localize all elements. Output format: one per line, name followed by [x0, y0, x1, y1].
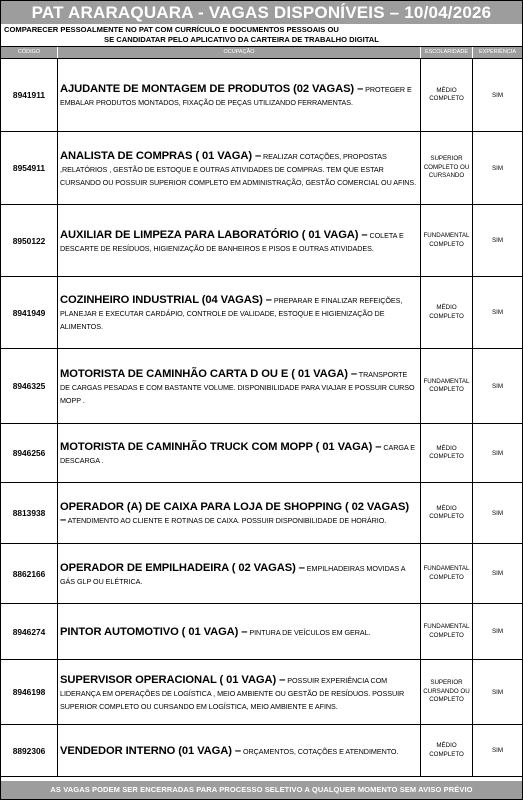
column-header-code: CÓDIGO: [1, 47, 58, 58]
table-row: [1, 660, 522, 725]
column-header-education: ESCOLARIDADE: [421, 47, 473, 58]
job-experience: SIM: [491, 91, 503, 99]
column-header-experience: EXPERIÊNCIA: [479, 49, 516, 55]
table-header: [1, 47, 522, 59]
job-title: PINTOR AUTOMOTIVO ( 01 VAGA) –: [60, 626, 248, 638]
job-details: EMPILHADEIRAS MOVIDAS A GÁS GLP OU ELÉTRICA.: [60, 563, 406, 586]
job-experience: SIM: [491, 449, 503, 457]
job-description-cell: [58, 725, 421, 776]
job-description-cell: [58, 483, 421, 543]
job-title: OPERADOR (A) DE CAIXA PARA LOJA DE SHOPPING ( 02 VAGAS) –: [60, 501, 410, 526]
job-education: SUPERIOR COMPLETO OU CURSANDO: [421, 132, 473, 204]
job-title: AUXILIAR DE LIMPEZA PARA LABORATÓRIO ( 01 VAGA) –: [60, 228, 368, 241]
job-code: 8946198: [1, 660, 58, 724]
table-row: [1, 132, 522, 205]
job-experience: SIM: [491, 747, 503, 754]
job-description-cell: [58, 277, 421, 348]
job-title: AJUDANTE DE MONTAGEM DE PRODUTOS (02 VAGAS) –: [60, 83, 364, 95]
notice-line-1: COMPARECER PESSOALMENTE NO PAT COM CURRÍCULO E DOCUMENTOS PESSOAIS OU: [4, 25, 339, 34]
job-education: FUNDAMENTAL COMPLETO: [421, 205, 473, 276]
job-description-cell: [58, 59, 421, 131]
job-details: ORÇAMENTOS, COTAÇÕES E ATENDIMENTO.: [241, 747, 399, 756]
job-details: REALIZAR COTAÇÕES, PROPOSTAS ,RELATÓRIOS , GESTÃO DE ESTOQUE E OUTRAS ATIVIDADES DE COMPRAS. TEM QUE ESTAR CURSANDO OU POSSUIR SUPERIOR COMPLETO EM ADMINISTRAÇÃO, GESTÃO COMERCIAL OU AFINS.: [60, 151, 417, 187]
job-education: FUNDAMENTAL COMPLETO: [421, 604, 473, 659]
job-code: 8946274: [1, 604, 58, 659]
table-row: [1, 277, 522, 349]
job-details: TRANSPORTE DE CARGAS PESADAS E COM BASTANTE VOLUME. DISPONIBILIDADE PARA VIAJAR E POSSUIR CURSO MOPP .: [60, 369, 415, 405]
job-details: PROTEGER E EMBALAR PRODUTOS MONTADOS, FIXAÇÃO DE PEÇAS UTILIZANDO FERRAMENTAS.: [60, 85, 412, 107]
job-code: 8946325: [1, 349, 58, 423]
job-code: 8954911: [1, 132, 58, 204]
job-education: MÉDIO COMPLETO: [421, 277, 473, 348]
job-title: OPERADOR DE EMPILHADEIRA ( 02 VAGAS) –: [60, 561, 305, 574]
table-row: [1, 604, 522, 660]
job-details: POSSUIR EXPERIÊNCIA COM LIDERANÇA EM OPERAÇÕES DE LOGÍSTICA , MEIO AMBIENTE OU GESTÃO DE RESÍDUOS. POSSUIR SUPERIOR COMPLETO OU CURSANDO EM LOGÍSTICA, MEIO AMBIENTE E AFINS.: [60, 675, 405, 711]
job-description-cell: [58, 205, 421, 276]
job-code: 8862166: [1, 544, 58, 603]
table-row: [1, 59, 522, 132]
job-education: MÉDIO COMPLETO: [421, 483, 473, 543]
job-code: 8941949: [1, 277, 58, 348]
job-description-cell: [58, 132, 421, 204]
job-experience: SIM: [491, 628, 503, 635]
table-row: [1, 205, 522, 277]
job-experience: SIM: [491, 164, 503, 172]
job-title: COZINHEIRO INDUSTRIAL (04 VAGAS) –: [60, 294, 272, 306]
job-experience: SIM: [491, 382, 503, 390]
job-description-cell: [58, 604, 421, 659]
job-code: 8946256: [1, 424, 58, 482]
notice-line-2: SE CANDIDATAR PELO APLICATIVO DA CARTEIRA DE TRABALHO DIGITAL: [104, 35, 379, 44]
job-description-cell: [58, 424, 421, 482]
job-title: ANALISTA DE COMPRAS ( 01 VAGA) –: [60, 149, 262, 162]
job-education: FUNDAMENTAL COMPLETO: [421, 349, 473, 423]
table-row: [1, 349, 522, 424]
job-description-cell: [58, 544, 421, 603]
job-code: 8941911: [1, 59, 58, 131]
job-experience: SIM: [491, 688, 503, 696]
job-description-cell: [58, 349, 421, 423]
job-title: VENDEDOR INTERNO (01 VAGA) –: [60, 745, 241, 757]
job-experience: SIM: [491, 237, 503, 244]
job-title: SUPERVISOR OPERACIONAL ( 01 VAGA) –: [60, 673, 286, 686]
job-details: ATENDIMENTO AO CLIENTE E ROTINAS DE CAIXA. POSSUIR DISPONIBILIDADE DE HORÁRIO.: [66, 516, 387, 525]
job-details: PINTURA DE VEÍCULOS EM GERAL.: [247, 628, 371, 637]
job-details: PREPARAR E FINALIZAR REFEIÇÕES, PLANEJAR E EXECUTAR CARDÁPIO, CONTROLE DE VALIDADE, ESTOQUE E HIGIENIZAÇÃO DE ALIMENTOS.: [60, 296, 403, 331]
job-title: MOTORISTA DE CAMINHÃO CARTA D OU E ( 01 VAGA) –: [60, 367, 357, 380]
table-row: [1, 424, 522, 483]
page-title: PAT ARARAQUARA - VAGAS DISPONÍVEIS – 10/04/2026: [1, 1, 522, 24]
job-education: MÉDIO COMPLETO: [421, 59, 473, 131]
job-details: CARGA E DESCARGA .: [60, 443, 415, 465]
job-education: MÉDIO COMPLETO: [421, 725, 473, 776]
job-code: 8892306: [1, 725, 58, 776]
job-code: 8813938: [1, 483, 58, 543]
application-notice: [1, 24, 522, 47]
job-code: 8950122: [1, 205, 58, 276]
job-education: MÉDIO COMPLETO: [421, 424, 473, 482]
job-experience: SIM: [491, 309, 503, 316]
job-education: FUNDAMENTAL COMPLETO: [421, 544, 473, 603]
footer-notice: AS VAGAS PODEM SER ENCERRADAS PARA PROCESSO SELETIVO A QUALQUER MOMENTO SEM AVISO PRÉVIO: [1, 781, 522, 799]
column-header-occupation: OCUPAÇÃO: [58, 47, 421, 58]
table-row: [1, 725, 522, 777]
table-row: [1, 483, 522, 544]
job-details: COLETA E DESCARTE DE RESÍDUOS, HIGIENIZAÇÃO DE BANHEIROS E PISOS E OUTRAS ATIVIDADES.: [60, 230, 404, 253]
job-education: SUPERIOR CURSANDO OU COMPLETO: [421, 660, 473, 724]
job-experience: SIM: [491, 509, 503, 517]
job-table: [1, 59, 522, 777]
job-experience: SIM: [491, 570, 503, 577]
table-row: [1, 544, 522, 604]
job-description-cell: [58, 660, 421, 724]
job-title: MOTORISTA DE CAMINHÃO TRUCK COM MOPP ( 01 VAGA) –: [60, 441, 382, 453]
